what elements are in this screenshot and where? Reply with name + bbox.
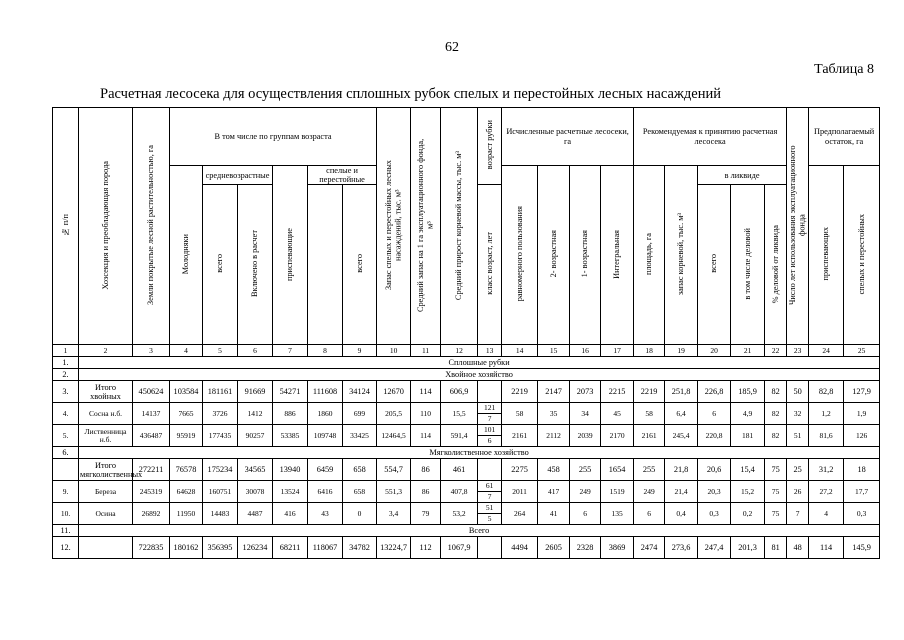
row-num: 3. [53,381,79,403]
table-cell: 34 [570,403,601,425]
table-cell: 50 [787,381,809,403]
table-cell: 6459 [308,459,343,481]
table-cell: 2328 [570,537,601,559]
header-mature-empty [308,185,343,345]
header-liquid-total: всего [698,185,731,345]
table-cell: 6 [570,503,601,525]
table-cell: 4,9 [731,403,765,425]
row-name [79,537,133,559]
table-cell: 0,4 [665,503,698,525]
table-cell: 81 [765,537,787,559]
column-number: 24 [809,345,844,357]
table-cell: 180162 [170,537,203,559]
table-cell: 1654 [601,459,634,481]
header-area: Земли покрытые лесной растительностью, га [133,108,170,345]
table-cell: 551,3 [377,481,411,503]
table-cell: 3869 [601,537,634,559]
row-name: Итого хвойных [79,381,133,403]
table-cell: 82 [765,381,787,403]
table-cell: 7665 [170,403,203,425]
table-cell: 103584 [170,381,203,403]
table-cell: 2219 [634,381,665,403]
table-cell: 82 [765,425,787,447]
column-number: 14 [502,345,538,357]
table-cell: 33425 [343,425,377,447]
table-cell: 18 [844,459,880,481]
table-cell: 75 [765,481,787,503]
section-num: 1. [53,357,79,369]
table-cell: 2474 [634,537,665,559]
table-cell: 1,2 [809,403,844,425]
table-cell: 0,3 [698,503,731,525]
table-cell: 12464,5 [377,425,411,447]
row-num: 4. [53,403,79,425]
row-num: 10. [53,503,79,525]
table-cell: 127,9 [844,381,880,403]
table-cell: 14483 [203,503,238,525]
table-cell: 722835 [133,537,170,559]
age-class-top [478,459,502,481]
table-cell: 86 [411,481,441,503]
header-liquid-pct: % деловой от ликвида [765,185,787,345]
table-cell: 30078 [238,481,273,503]
header-age-class: класс возраст, лет [478,185,502,345]
table-caption: Расчетная лесосека для осуществления сплошных рубок спелых и перестойных лесных насаждений [100,86,722,102]
table-cell: 2219 [502,381,538,403]
column-number: 22 [765,345,787,357]
table-cell: 17,7 [844,481,880,503]
row-num: 9. [53,481,79,503]
header-mature-total: всего [343,185,377,345]
page-number: 62 [445,40,459,55]
table-cell: 2161 [634,425,665,447]
header-calc1: равномерного пользования [502,166,538,345]
table-cell: 251,8 [665,381,698,403]
column-number: 17 [601,345,634,357]
table-cell: 48 [787,537,809,559]
table-cell: 114 [411,381,441,403]
table-cell: 2112 [538,425,570,447]
table-cell: 53385 [273,425,308,447]
section-label: Всего [79,525,880,537]
header-liquid-business: в том числе деловой [731,185,765,345]
table-row [53,403,880,414]
table-cell: 112 [411,537,441,559]
table-cell: 2011 [502,481,538,503]
header-rec-stock: запас корневой, тыс. м³ [665,166,698,345]
age-class-top [478,381,502,403]
header-middle: средневозрастные [203,166,273,185]
column-number: 7 [273,345,308,357]
header-num: № п/п [53,108,79,345]
table-row [53,481,880,492]
table-cell: 249 [634,481,665,503]
column-number: 11 [411,345,441,357]
table-row [53,425,880,436]
column-number: 1 [53,345,79,357]
table-cell: 64628 [170,481,203,503]
table-cell: 356395 [203,537,238,559]
column-number: 21 [731,345,765,357]
table-cell: 2161 [502,425,538,447]
table-cell: 126 [844,425,880,447]
table-cell: 114 [411,425,441,447]
table-cell: 35 [538,403,570,425]
header-calc4: Интегральная [601,166,634,345]
table-cell: 34124 [343,381,377,403]
estimated-cutting-area-table [52,107,880,559]
table-cell: 1412 [238,403,273,425]
table-cell: 41 [538,503,570,525]
section-row [53,447,880,459]
header-cut-age: возраст рубки [478,108,502,185]
table-cell: 205,5 [377,403,411,425]
row-name: Итого мягколиственных [80,460,143,479]
table-cell: 699 [343,403,377,425]
table-cell: 15,2 [731,481,765,503]
table-cell: 2275 [502,459,538,481]
table-cell: 25 [787,459,809,481]
table-cell: 4494 [502,537,538,559]
table-cell: 658 [343,459,377,481]
table-cell: 272211 [133,459,170,481]
table-cell: 34782 [343,537,377,559]
table-cell: 461 [441,459,478,481]
table-cell: 1067,9 [441,537,478,559]
column-number: 9 [343,345,377,357]
table-cell: 43 [308,503,343,525]
table-cell: 181 [731,425,765,447]
softwood-rows [53,459,880,525]
table-cell: 2170 [601,425,634,447]
section-num: 2. [53,369,79,381]
table-cell: 118067 [308,537,343,559]
column-number: 12 [441,345,478,357]
table-cell: 606,9 [441,381,478,403]
table-cell: 4487 [238,503,273,525]
age-class-bottom: 7 [478,492,502,503]
age-class-top: 121 [478,403,502,414]
table-row [53,381,880,403]
column-number: 16 [570,345,601,357]
table-cell: 114 [809,537,844,559]
table-cell: 886 [273,403,308,425]
table-cell: 135 [601,503,634,525]
table-cell: 76578 [170,459,203,481]
table-cell: 15,5 [441,403,478,425]
total-rows [53,537,880,559]
table-cell: 45 [601,403,634,425]
header-calc3: 1- возрастная [570,166,601,345]
table-cell: 58 [634,403,665,425]
column-number: 23 [787,345,809,357]
table-row [53,459,880,481]
column-number: 6 [238,345,273,357]
table-cell: 13940 [273,459,308,481]
table-cell: 2073 [570,381,601,403]
header-avg-stock: Средний запас на 1 га эксплуатационного фонда, м³ [411,108,441,345]
table-cell: 51 [787,425,809,447]
row-num: 5. [53,425,79,447]
section-num: 6. [53,447,79,459]
section-row [53,525,880,537]
table-cell: 20,6 [698,459,731,481]
header-remain: Предполагаемый остаток, га [809,108,880,166]
table-cell: 249 [570,481,601,503]
table-cell: 11950 [170,503,203,525]
table-cell: 181161 [203,381,238,403]
table-cell: 82,8 [809,381,844,403]
table-cell: 658 [343,481,377,503]
section-row [53,369,880,381]
table-cell: 4 [809,503,844,525]
table-cell: 6416 [308,481,343,503]
header-breed: Хозсекция и преобладающая порода [79,108,133,345]
header-calc2: 2- возрастная [538,166,570,345]
column-number: 20 [698,345,731,357]
age-class-bottom: 6 [478,436,502,447]
column-number: 8 [308,345,343,357]
table-cell: 1519 [601,481,634,503]
table-cell: 26 [787,481,809,503]
table-cell: 34565 [238,459,273,481]
section-label: Сплошные рубки [79,357,880,369]
age-class-bottom: 5 [478,514,502,525]
table-cell: 21,8 [665,459,698,481]
table-cell: 6 [698,403,731,425]
table-cell: 14137 [133,403,170,425]
header-stock: Запас спелых и перестойных лесных насаждений, тыс. м³ [377,108,411,345]
table-cell: 416 [273,503,308,525]
table-cell: 0,2 [731,503,765,525]
table-cell: 6 [634,503,665,525]
header-maturing: приспевающие [273,166,308,345]
table-cell: 21,4 [665,481,698,503]
row-num [53,459,79,481]
table-cell: 109748 [308,425,343,447]
header-age-groups: В том числе по группам возраста [170,108,377,166]
table-cell: 1860 [308,403,343,425]
column-number: 3 [133,345,170,357]
row-name: Сосна н.б. [79,403,133,425]
header-rec-area: площадь, га [634,166,665,345]
table-cell: 245,4 [665,425,698,447]
table-cell: 3726 [203,403,238,425]
table-cell: 110 [411,403,441,425]
table-cell: 273,6 [665,537,698,559]
table-cell: 2215 [601,381,634,403]
table-cell: 53,2 [441,503,478,525]
header-rec: Рекомендуемая к принятию расчетная лесосека [634,108,787,166]
section-num: 11. [53,525,79,537]
table-cell: 247,4 [698,537,731,559]
column-number: 10 [377,345,411,357]
header-young: Молодняки [170,166,203,345]
header-calc: Исчисленные расчетные лесосеки, га [502,108,634,166]
table-cell: 27,2 [809,481,844,503]
table-cell: 264 [502,503,538,525]
table-cell: 407,8 [441,481,478,503]
age-class-bottom: 7 [478,414,502,425]
table-cell: 554,7 [377,459,411,481]
table-cell: 111608 [308,381,343,403]
table-cell: 7 [787,503,809,525]
table-cell: 255 [570,459,601,481]
table-cell: 417 [538,481,570,503]
table-cell: 591,4 [441,425,478,447]
table-cell: 79 [411,503,441,525]
table-cell: 95919 [170,425,203,447]
row-name: Береза [79,481,133,503]
table-cell: 145,9 [844,537,880,559]
table-cell: 160751 [203,481,238,503]
table-cell: 2605 [538,537,570,559]
table-cell: 3,4 [377,503,411,525]
header-remain2: спелых и перестойных [844,166,880,345]
table-cell: 90257 [238,425,273,447]
table-cell: 1,9 [844,403,880,425]
age-class-top: 101 [478,425,502,436]
table-cell: 13524 [273,481,308,503]
table-label: Таблица 8 [814,62,874,77]
row-num: 12. [53,537,79,559]
table-cell: 58 [502,403,538,425]
table-cell: 86 [411,459,441,481]
table-cell: 0 [343,503,377,525]
table-cell: 126234 [238,537,273,559]
column-number: 13 [478,345,502,357]
table-cell: 175234 [203,459,238,481]
table-cell: 15,4 [731,459,765,481]
table-cell: 245319 [133,481,170,503]
header-liquid: в ликвиде [698,166,787,185]
row-name: Осина [79,503,133,525]
table-cell: 220,8 [698,425,731,447]
table-cell: 31,2 [809,459,844,481]
age-class-top: 61 [478,481,502,492]
table-cell: 82 [765,403,787,425]
table-cell: 13224,7 [377,537,411,559]
section-row [53,357,880,369]
header-years: Число лет использования эксплуатационного фонда [787,108,809,345]
column-number: 25 [844,345,880,357]
header-avg-growth: Средний прирост корневой массы, тыс. м³ [441,108,478,345]
table-cell: 226,8 [698,381,731,403]
table-cell: 26892 [133,503,170,525]
column-number-row [53,345,880,357]
table-cell: 32 [787,403,809,425]
table-cell: 0,3 [844,503,880,525]
column-number: 2 [79,345,133,357]
table-cell: 450624 [133,381,170,403]
column-number: 18 [634,345,665,357]
table-cell: 436487 [133,425,170,447]
table-cell: 6,4 [665,403,698,425]
table-cell: 177435 [203,425,238,447]
section-label: Хвойное хозяйство [79,369,880,381]
table-row [53,537,880,559]
table-cell: 81,6 [809,425,844,447]
table-cell: 2039 [570,425,601,447]
column-number: 19 [665,345,698,357]
table-cell: 91669 [238,381,273,403]
age-class-top: 51 [478,503,502,514]
table-cell: 54271 [273,381,308,403]
table-cell: 75 [765,503,787,525]
table-cell: 75 [765,459,787,481]
header-middle-incl: Включено в расчет [238,185,273,345]
table-cell: 185,9 [731,381,765,403]
table-cell: 458 [538,459,570,481]
conifer-rows [53,381,880,447]
column-number: 15 [538,345,570,357]
table-cell: 68211 [273,537,308,559]
table-cell: 12670 [377,381,411,403]
age-class-top [478,537,502,559]
table-row [53,503,880,514]
header-middle-total: всего [203,185,238,345]
header-remain1: приспевающих [809,166,844,345]
column-number: 4 [170,345,203,357]
table-cell: 2147 [538,381,570,403]
table-cell: 255 [634,459,665,481]
section-label: Мягколиственное хозяйство [79,447,880,459]
table-cell: 201,3 [731,537,765,559]
table-cell: 20,3 [698,481,731,503]
column-number: 5 [203,345,238,357]
header-mature: спелые и перестойные [308,166,377,185]
row-name: Лиственница н.б. [79,425,133,447]
